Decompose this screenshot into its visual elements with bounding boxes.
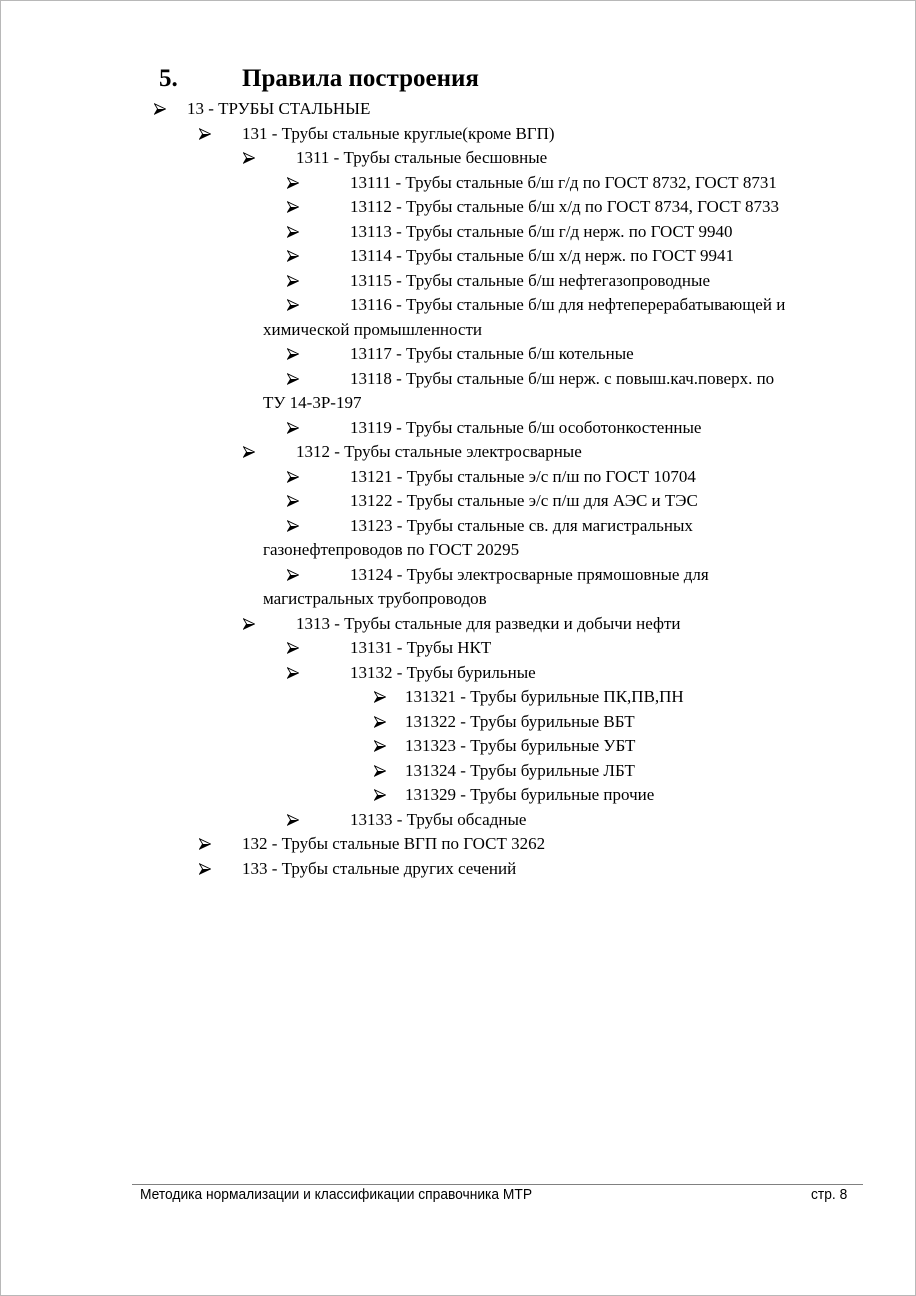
list-item-level-2: 1312 - Трубы стальные электросварные (296, 442, 582, 461)
arrowhead-bullet-icon (287, 642, 299, 654)
list-item-level-3: 13132 - Трубы бурильные (350, 662, 536, 682)
arrowhead-bullet-icon (199, 128, 211, 140)
section-title: Правила построения (242, 65, 479, 92)
arrowhead-bullet-icon (243, 446, 255, 458)
list-item-level-4: 131322 - Трубы бурильные ВБТ (405, 711, 635, 731)
list-item-level-3: 13131 - Трубы НКТ (350, 638, 492, 657)
list-item-level-4: 131323 - Трубы бурильные УБТ (405, 736, 636, 755)
arrowhead-bullet-icon (374, 740, 386, 752)
arrowhead-bullet-icon (154, 103, 166, 115)
list-item-level-1: 131 - Трубы стальные круглые(кроме ВГП) (242, 123, 555, 143)
arrowhead-bullet-icon (287, 177, 299, 189)
arrowhead-bullet-icon (287, 226, 299, 238)
arrowhead-bullet-icon (374, 716, 386, 728)
arrowhead-bullet-icon (287, 569, 299, 581)
list-item-level-3: 13114 - Трубы стальные б/ш х/д нерж. по ГОСТ 9941 (350, 246, 735, 265)
list-item-level-3: 13124 - Трубы электросварные прямошовные для (350, 564, 709, 584)
list-item-continuation: газонефтепроводов по ГОСТ 20295 (263, 540, 520, 559)
arrowhead-bullet-icon (374, 691, 386, 703)
arrowhead-bullet-icon (287, 299, 299, 311)
list-item-continuation: магистральных трубопроводов (263, 589, 487, 608)
list-item-continuation: ТУ 14-3Р-197 (263, 393, 362, 412)
arrowhead-bullet-icon (287, 422, 299, 434)
list-item-level-3: 13116 - Трубы стальные б/ш для нефтеперерабатывающей и (350, 295, 786, 314)
list-item-level-0: 13 - ТРУБЫ СТАЛЬНЫЕ (187, 99, 371, 118)
list-item-level-3: 13119 - Трубы стальные б/ш особотонкостенные (350, 417, 702, 437)
list-item-level-3: 13111 - Трубы стальные б/ш г/д по ГОСТ 8732, ГОСТ 8731 (350, 172, 777, 192)
list-item-level-1: 132 - Трубы стальные ВГП по ГОСТ 3262 (242, 834, 546, 853)
arrowhead-bullet-icon (287, 667, 299, 679)
list-item-level-3: 13122 - Трубы стальные э/с п/ш для АЭС и ТЭС (350, 491, 698, 510)
list-item-continuation: химической промышленности (263, 319, 483, 339)
list-item-level-4: 131324 - Трубы бурильные ЛБТ (405, 760, 635, 780)
list-item-level-1: 133 - Трубы стальные других сечений (242, 858, 517, 878)
arrowhead-bullet-icon (199, 838, 211, 850)
arrowhead-bullet-icon (287, 471, 299, 483)
arrowhead-bullet-icon (243, 618, 255, 630)
arrowhead-bullet-icon (287, 250, 299, 262)
arrowhead-bullet-icon (374, 789, 386, 801)
footer-divider (132, 1184, 863, 1185)
list-item-level-2: 1313 - Трубы стальные для разведки и добычи нефти (296, 613, 681, 633)
arrowhead-bullet-icon (199, 863, 211, 875)
list-item-level-3: 13123 - Трубы стальные св. для магистральных (350, 515, 693, 535)
list-item-level-3: 13118 - Трубы стальные б/ш нерж. с повыш.кач.поверх. по (350, 368, 775, 388)
list-item-level-3: 13113 - Трубы стальные б/ш г/д нерж. по ГОСТ 9940 (350, 221, 733, 241)
list-item-level-3: 13112 - Трубы стальные б/ш х/д по ГОСТ 8734, ГОСТ 8733 (350, 197, 779, 216)
arrowhead-bullet-icon (287, 373, 299, 385)
arrowhead-bullet-icon (287, 495, 299, 507)
list-item-level-3: 13121 - Трубы стальные э/с п/ш по ГОСТ 10704 (350, 466, 696, 486)
section-number: 5. (159, 65, 178, 92)
footer-document-title: Методика нормализации и классификации справочника МТР (140, 1186, 533, 1203)
list-item-level-4: 131329 - Трубы бурильные прочие (405, 785, 655, 804)
footer-page-number: стр. 8 (811, 1186, 848, 1203)
arrowhead-bullet-icon (287, 520, 299, 532)
list-item-level-4: 131321 - Трубы бурильные ПК,ПВ,ПН (405, 687, 684, 706)
arrowhead-bullet-icon (374, 765, 386, 777)
arrowhead-bullet-icon (287, 275, 299, 287)
list-item-level-2: 1311 - Трубы стальные бесшовные (296, 148, 548, 167)
arrowhead-bullet-icon (287, 814, 299, 826)
list-item-level-3: 13115 - Трубы стальные б/ш нефтегазопроводные (350, 270, 710, 290)
list-item-level-3: 13133 - Трубы обсадные (350, 809, 527, 829)
list-item-level-3: 13117 - Трубы стальные б/ш котельные (350, 344, 634, 363)
arrowhead-bullet-icon (287, 348, 299, 360)
arrowhead-bullet-icon (287, 201, 299, 213)
arrowhead-bullet-icon (243, 152, 255, 164)
